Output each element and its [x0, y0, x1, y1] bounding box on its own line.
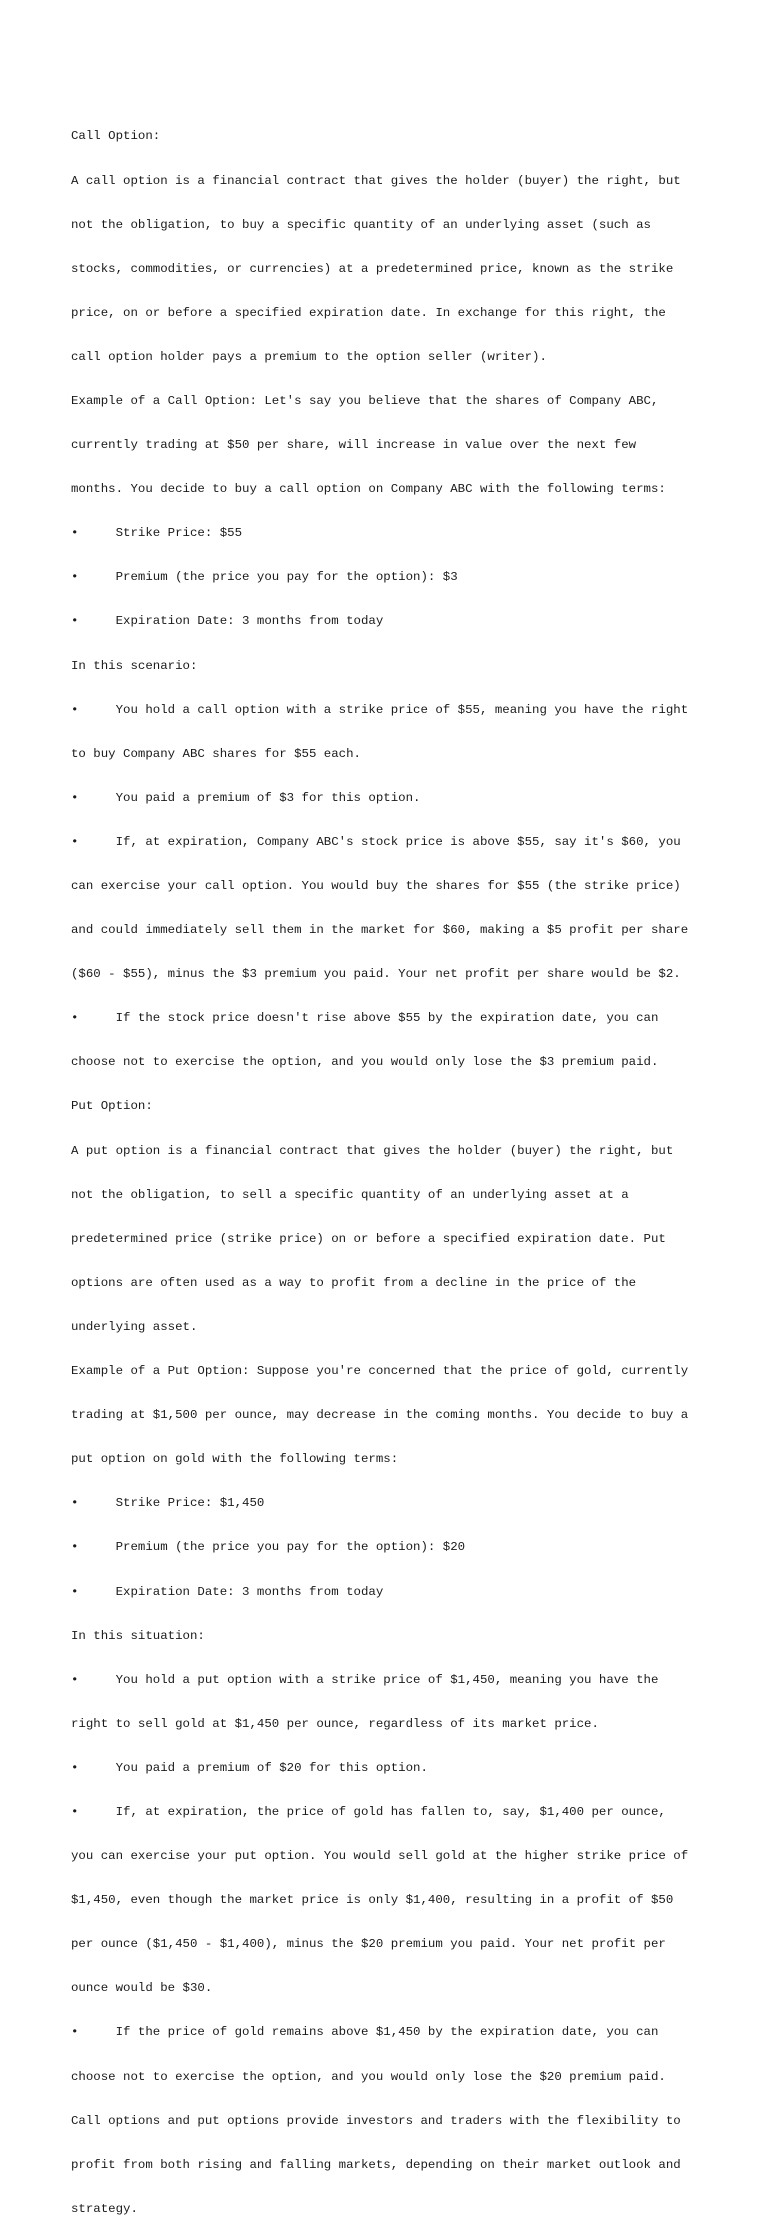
document-line: • You paid a premium of $3 for this option.: [71, 790, 421, 805]
document-line: trading at $1,500 per ounce, may decrease in the coming months. You decide to buy a: [71, 1408, 689, 1423]
document-line: call option holder pays a premium to the option seller (writer).: [71, 349, 547, 364]
document-line: put option on gold with the following terms:: [71, 1452, 399, 1467]
document-line: • Strike Price: $55: [71, 526, 243, 541]
document-line: options are often used as a way to profit from a decline in the price of the: [71, 1275, 637, 1290]
document-line: A call option is a financial contract that gives the holder (buyer) the right, but: [71, 173, 681, 188]
document-line: Example of a Call Option: Let's say you believe that the shares of Company ABC,: [71, 393, 659, 408]
document-line: In this scenario:: [71, 658, 198, 673]
document-line: • Expiration Date: 3 months from today: [71, 614, 384, 629]
document-line: • If the price of gold remains above $1,450 by the expiration date, you can: [71, 2025, 659, 2040]
document-line: • You hold a call option with a strike price of $55, meaning you have the right: [71, 702, 689, 717]
document-line: Example of a Put Option: Suppose you're concerned that the price of gold, currently: [71, 1364, 689, 1379]
document-line: • If, at expiration, the price of gold has fallen to, say, $1,400 per ounce,: [71, 1804, 666, 1819]
document-line: currently trading at $50 per share, will increase in value over the next few: [71, 438, 637, 453]
document-line: • Premium (the price you pay for the option): $3: [71, 570, 458, 585]
document-line: not the obligation, to buy a specific quantity of an underlying asset (such as: [71, 217, 651, 232]
document-line: Put Option:: [71, 1099, 153, 1114]
document-line: profit from both rising and falling markets, depending on their market outlook and: [71, 2157, 681, 2172]
document-line: choose not to exercise the option, and you would only lose the $3 premium paid.: [71, 1055, 659, 1070]
document-line: choose not to exercise the option, and you would only lose the $20 premium paid.: [71, 2069, 666, 2084]
document-line: • Expiration Date: 3 months from today: [71, 1584, 384, 1599]
document-line: ounce would be $30.: [71, 1981, 213, 1996]
document-line: • Strike Price: $1,450: [71, 1496, 265, 1511]
document-line: predetermined price (strike price) on or before a specified expiration date. Put: [71, 1231, 666, 1246]
document-line: you can exercise your put option. You would sell gold at the higher strike price of: [71, 1849, 689, 1864]
document-line: underlying asset.: [71, 1319, 198, 1334]
document-line: months. You decide to buy a call option on Company ABC with the following terms:: [71, 482, 666, 497]
document-line: • You hold a put option with a strike price of $1,450, meaning you have the: [71, 1672, 659, 1687]
document-line: per ounce ($1,450 - $1,400), minus the $20 premium you paid. Your net profit per: [71, 1937, 666, 1952]
document-line: • You paid a premium of $20 for this option.: [71, 1760, 428, 1775]
document-line: • Premium (the price you pay for the option): $20: [71, 1540, 466, 1555]
document-line: ($60 - $55), minus the $3 premium you paid. Your net profit per share would be $2.: [71, 967, 681, 982]
document-line: strategy.: [71, 2201, 138, 2216]
document-line: $1,450, even though the market price is only $1,400, resulting in a profit of $50: [71, 1893, 674, 1908]
document-line: can exercise your call option. You would buy the shares for $55 (the strike price): [71, 879, 681, 893]
document-line: price, on or before a specified expiration date. In exchange for this right, the: [71, 305, 666, 320]
document-line: Call Option:: [71, 129, 161, 144]
document-line: and could immediately sell them in the market for $60, making a $5 profit per share: [71, 923, 689, 938]
document-line: stocks, commodities, or currencies) at a predetermined price, known as the strike: [71, 261, 674, 276]
document-line: to buy Company ABC shares for $55 each.: [71, 746, 361, 761]
document-line: not the obligation, to sell a specific quantity of an underlying asset at a: [71, 1187, 629, 1202]
document-line: Call options and put options provide investors and traders with the flexibility to: [71, 2113, 681, 2128]
document-line: • If, at expiration, Company ABC's stock price is above $55, say it's $60, you: [71, 834, 681, 849]
document-line: A put option is a financial contract that gives the holder (buyer) the right, but: [71, 1143, 674, 1158]
document-line: In this situation:: [71, 1628, 205, 1643]
document-line: right to sell gold at $1,450 per ounce, regardless of its market price.: [71, 1716, 599, 1731]
document-body: [71, 100, 711, 2231]
document-line: • If the stock price doesn't rise above $55 by the expiration date, you can: [71, 1011, 659, 1026]
